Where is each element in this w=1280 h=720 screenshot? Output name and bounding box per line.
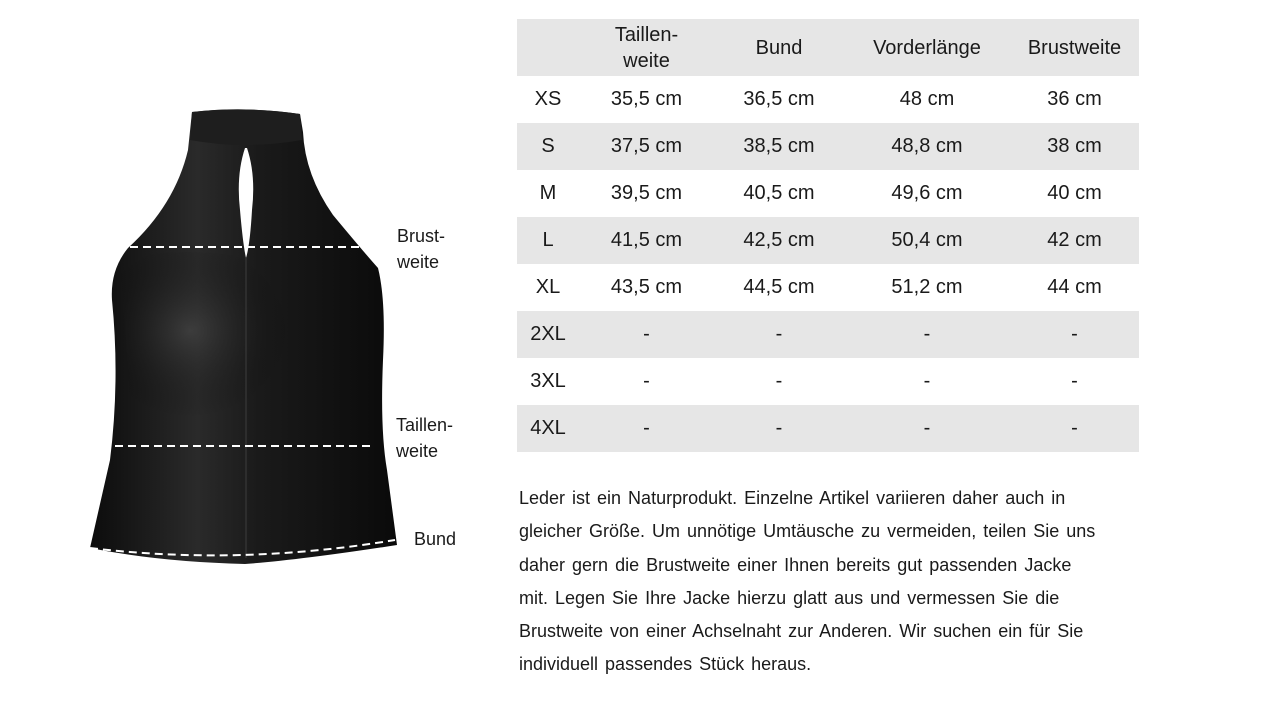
cell-bund: - (775, 323, 783, 345)
leather-care-note (519, 482, 1139, 682)
size-table (517, 19, 1139, 452)
cell-taillenweite: 35,5 cm (610, 88, 683, 110)
table-row (517, 405, 1139, 452)
cell-vorderlaenge: 48 cm (899, 88, 955, 110)
cell-size: L (542, 229, 554, 251)
cell-bund: 36,5 cm (743, 88, 815, 110)
cell-brustweite: - (1071, 417, 1078, 439)
brustweite-label-line2: weite (397, 252, 440, 272)
cell-brustweite: 42 cm (1047, 229, 1102, 251)
note-line: Leder ist ein Naturprodukt. Einzelne Artikel variieren daher auch in (519, 488, 1066, 508)
cell-size: 3XL (530, 370, 566, 392)
cell-taillenweite: 39,5 cm (610, 182, 683, 204)
cell-vorderlaenge: - (923, 370, 931, 392)
collar (190, 109, 302, 145)
leather-halter-top-illustration (0, 0, 500, 720)
cell-size: S (541, 135, 555, 157)
table-row (517, 217, 1139, 264)
cell-bund: 42,5 cm (743, 229, 815, 251)
cell-taillenweite: - (643, 323, 650, 345)
header-brustweite: Brustweite (1010, 19, 1139, 76)
cell-brustweite: 38 cm (1047, 135, 1102, 157)
size-table-header (517, 19, 1139, 76)
cell-size: 2XL (530, 323, 566, 345)
cell-vorderlaenge: 48,8 cm (891, 135, 963, 157)
table-row (517, 123, 1139, 170)
cell-taillenweite: - (643, 417, 650, 439)
cell-vorderlaenge: 51,2 cm (891, 276, 963, 298)
cell-brustweite: 44 cm (1047, 276, 1102, 298)
cell-bund: 40,5 cm (743, 182, 815, 204)
header-vorderlaenge: Vorderlänge (844, 19, 1010, 76)
cell-brustweite: - (1071, 323, 1078, 345)
cell-vorderlaenge: 50,4 cm (891, 229, 963, 251)
taillenweite-label (396, 412, 453, 464)
header-taillenweite (579, 19, 714, 76)
header-size (517, 19, 579, 76)
table-row (517, 358, 1139, 405)
cell-vorderlaenge: - (923, 417, 931, 439)
note-line: individuell passendes Stück heraus. (519, 654, 812, 675)
cell-brustweite: 36 cm (1047, 88, 1102, 110)
cell-taillenweite: 41,5 cm (610, 229, 683, 251)
cell-vorderlaenge: - (923, 323, 931, 345)
header-taillenweite-line1: Taillen- (614, 23, 679, 46)
cell-bund: - (775, 417, 783, 439)
table-row (517, 76, 1139, 123)
cell-bund: 44,5 cm (743, 276, 815, 298)
cell-taillenweite: 43,5 cm (610, 276, 683, 298)
brustweite-label (397, 223, 445, 275)
cell-size: XS (534, 88, 562, 110)
cell-size: 4XL (530, 417, 566, 439)
cell-bund: - (775, 370, 783, 392)
cell-taillenweite: 37,5 cm (610, 135, 683, 157)
cell-brustweite: 40 cm (1047, 182, 1102, 204)
table-row (517, 264, 1139, 311)
garment-figure (0, 0, 500, 720)
note-line: mit. Legen Sie Ihre Jacke hierzu glatt aus und vermessen Sie die (519, 587, 1060, 608)
bund-label (414, 526, 456, 552)
cell-taillenweite: - (643, 370, 650, 392)
bund-label-text: Bund (414, 529, 457, 549)
taillenweite-label-line1: Taillen- (396, 415, 454, 435)
cell-size: M (539, 182, 557, 204)
note-line: gleicher Größe. Um unnötige Umtäusche zu vermeiden, teilen Sie uns (519, 521, 1096, 542)
header-taillenweite-line2: weite (623, 49, 670, 72)
taillenweite-label-line2: weite (396, 441, 439, 461)
cell-vorderlaenge: 49,6 cm (891, 182, 963, 204)
cell-brustweite: - (1071, 370, 1078, 392)
note-line: Brustweite von einer Achselnaht zur Anderen. Wir suchen ein für Sie (519, 621, 1084, 642)
header-bund: Bund (714, 19, 844, 76)
note-line: daher gern die Brustweite einer Ihnen bereits gut passenden Jacke (519, 554, 1072, 575)
brustweite-label-line1: Brust- (397, 226, 446, 246)
table-row (517, 311, 1139, 358)
cell-bund: 38,5 cm (743, 135, 815, 157)
cell-size: XL (535, 276, 561, 298)
table-row (517, 170, 1139, 217)
